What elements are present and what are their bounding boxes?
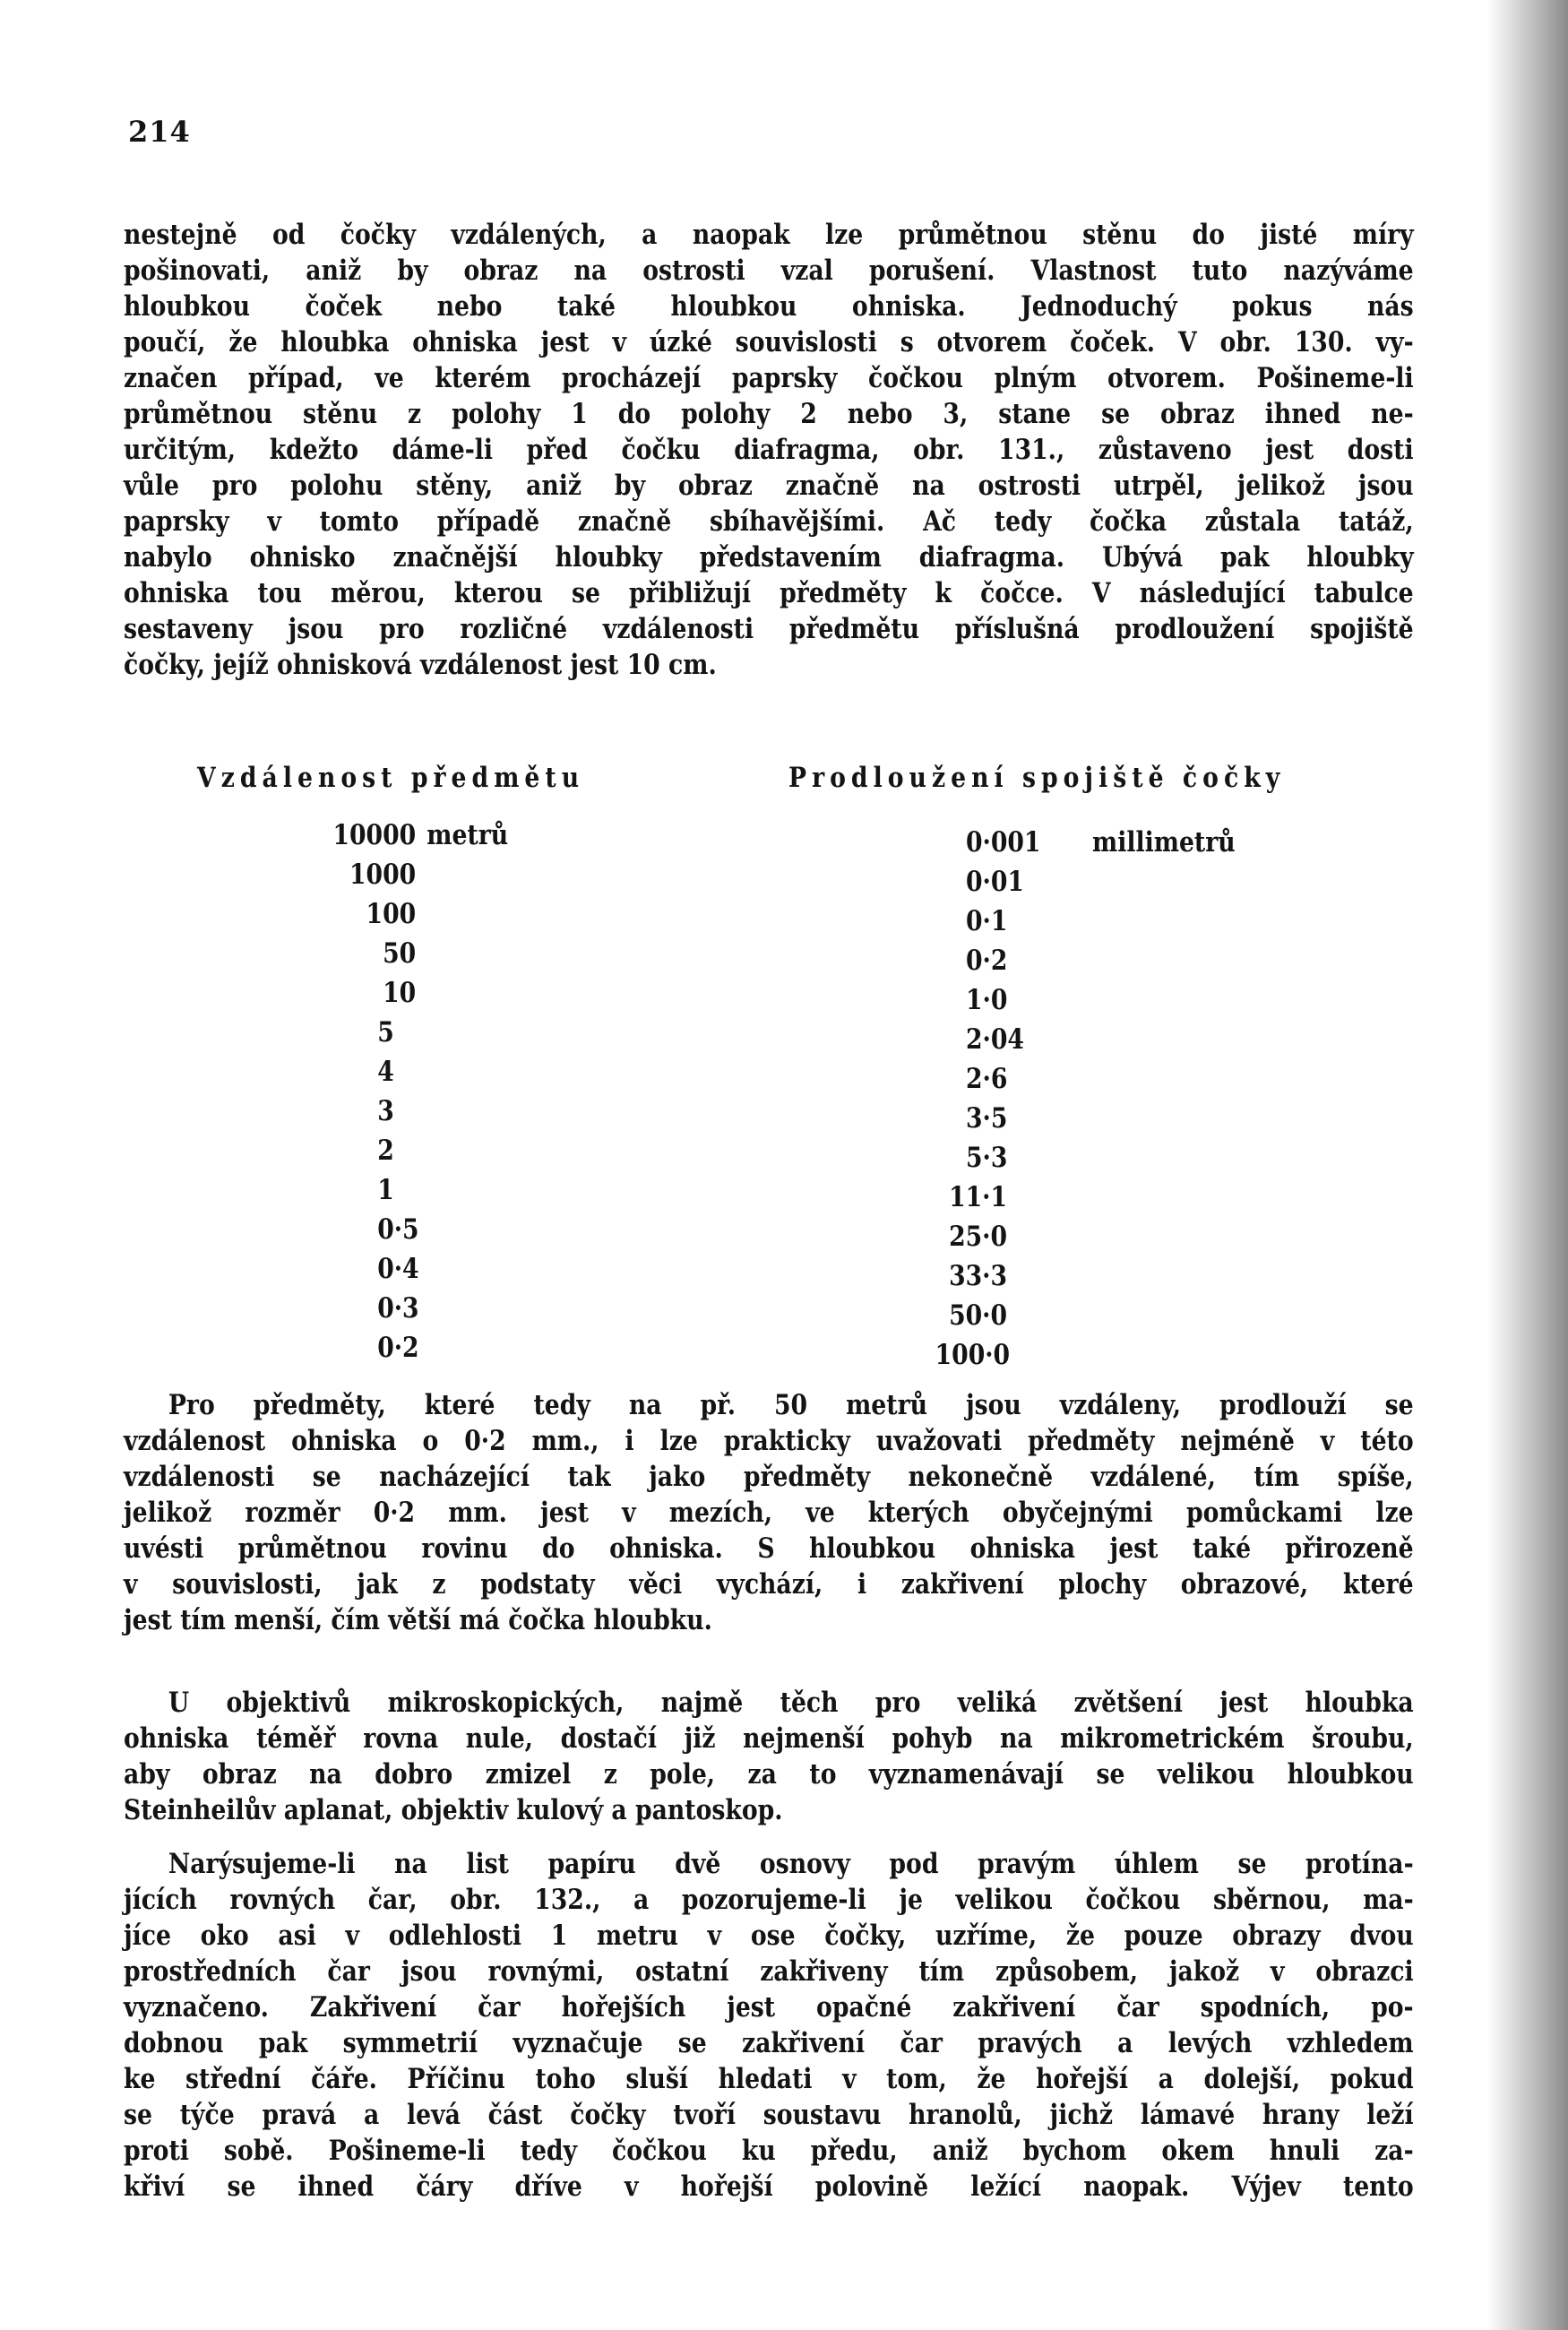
table-cell: 5 <box>377 1016 394 1048</box>
unit-label: metrů <box>426 819 509 851</box>
text-line: ohniska tou měrou, kterou se přibližují předměty k čočce. V následující tabulce <box>124 577 1414 609</box>
table-cell: 11·1 <box>949 1181 1008 1213</box>
table-header-distance: Vzdálenost předmětu <box>197 762 585 794</box>
table-cell: 10 <box>383 977 417 1009</box>
paragraph-grid-experiment <box>124 1846 1414 2205</box>
unit-label: millimetrů <box>1092 826 1236 859</box>
table-cell: 50·0 <box>949 1299 1008 1332</box>
table-cell: 0·3 <box>377 1292 419 1325</box>
table-cell: 1000 <box>349 859 417 891</box>
table-cell: 0·2 <box>377 1332 419 1364</box>
paragraph-microscope-objectives <box>124 1685 1414 1828</box>
table-cell: 1·0 <box>966 984 1008 1016</box>
table-cell: 2 <box>377 1135 394 1167</box>
text-line: vůle pro polohu stěny, aniž by obraz značně na ostrosti utrpěl, jelikož jsou <box>124 470 1414 502</box>
text-line: U objektivů mikroskopických, najmě těch pro veliká zvětšení jest hloubka <box>168 1687 1414 1719</box>
table-cell: 0·4 <box>377 1253 419 1285</box>
book-binding-shadow <box>1487 0 1568 2330</box>
table-cell: 10000 metrů <box>332 819 509 851</box>
text-line: Narýsujeme-li na list papíru dvě osnovy pod pravým úhlem se protína- <box>168 1848 1414 1880</box>
text-line: ohniska téměř rovna nule, dostačí již nejmenší pohyb na mikrometrickém šroubu, <box>124 1722 1414 1755</box>
text-line: poučí, že hloubka ohniska jest v úzké souvislosti s otvorem čoček. V obr. 130. vy- <box>124 326 1414 358</box>
text-line: vzdálenost ohniska o 0·2 mm., i lze prakticky uvažovati předměty nejméně v této <box>124 1425 1414 1457</box>
text-line: pošinovati, aniž by obraz na ostrosti vzal porušení. Vlastnost tuto nazýváme <box>124 255 1414 287</box>
table-column-extension <box>935 823 1236 1375</box>
text-line: Steinheilův aplanat, objektiv kulový a pantoskop. <box>124 1794 783 1826</box>
table-cell: 0·5 <box>377 1213 419 1246</box>
text-line: vyznačeno. Zakřivení čar hořejších jest opačné zakřivení čar spodních, po- <box>124 1991 1414 2024</box>
text-line: paprsky v tomto případě značně sbíhavějšími. Ač tedy čočka zůstala tatáž, <box>124 505 1414 538</box>
text-line: čočky, jejíž ohnisková vzdálenost jest 10 cm. <box>124 649 717 681</box>
text-line: jelikož rozměr 0·2 mm. jest v mezích, ve kterých obyčejnými pomůckami lze <box>124 1497 1414 1529</box>
text-line: proti sobě. Pošineme-li tedy čočkou ku předu, aniž bychom okem hnuli za- <box>124 2135 1414 2167</box>
text-line: jest tím menší, čím větší má čočka hloubku. <box>124 1604 712 1636</box>
table-cell: 1 <box>377 1174 394 1206</box>
page-number: 214 <box>128 115 191 149</box>
table-cell: 100·0 <box>935 1339 1011 1371</box>
table-column-distance <box>285 816 508 1368</box>
text-line: jíce oko asi v odlehlosti 1 metru v ose čočky, uzříme, že pouze obrazy dvou <box>124 1920 1414 1952</box>
paragraph-depth-of-focus <box>124 217 1414 683</box>
table-cell: 2·04 <box>966 1023 1024 1056</box>
table-cell: 5·3 <box>966 1142 1008 1174</box>
text-line: jících rovných čar, obr. 132., a pozorujeme-li je velikou čočkou sběrnou, ma- <box>124 1884 1414 1916</box>
text-line: průmětnou stěnu z polohy 1 do polohy 2 nebo 3, stane se obraz ihned ne- <box>124 398 1414 430</box>
text-line: hloubkou čoček nebo také hloubkou ohniska. Jednoduchý pokus nás <box>124 290 1414 323</box>
table-cell: 25·0 <box>949 1221 1008 1253</box>
table-cell: 4 <box>377 1056 394 1088</box>
table-cell: 2·6 <box>966 1063 1008 1095</box>
table-cell: 100 <box>366 898 417 930</box>
table-cell: 3·5 <box>966 1102 1008 1135</box>
text-line: určitým, kdežto dáme-li před čočku diafragma, obr. 131., zůstaveno jest dosti <box>124 434 1414 466</box>
text-line: se týče pravá a levá část čočky tvoří soustavu hranolů, jichž lámavé hrany leží <box>124 2099 1414 2131</box>
table-cell: 3 <box>377 1095 394 1127</box>
text-line: sestaveny jsou pro rozličné vzdálenosti předmětu příslušná prodloužení spojiště <box>124 613 1414 645</box>
text-line: ke střední čáře. Příčinu toho sluší hledati v tom, že hořejší a dolejší, pokud <box>124 2063 1414 2095</box>
text-line: uvésti průmětnou rovinu do ohniska. S hloubkou ohniska jest také přirozeně <box>124 1532 1414 1565</box>
table-header-extension: Prodloužení spojiště čočky <box>788 762 1286 794</box>
text-line: nabylo ohnisko značnější hloubky představením diafragma. Ubývá pak hloubky <box>124 541 1414 574</box>
text-line: prostředních čar jsou rovnými, ostatní zakřiveny tím způsobem, jakož v obrazci <box>124 1955 1414 1988</box>
table-cell: 0·01 <box>966 866 1024 898</box>
paragraph-objects-distance <box>124 1387 1414 1638</box>
text-line: Pro předměty, které tedy na př. 50 metrů jsou vzdáleny, prodlouží se <box>168 1389 1414 1421</box>
text-line: v souvislosti, jak z podstaty věci vychází, i zakřivení plochy obrazové, které <box>124 1568 1414 1601</box>
table-cell: 33·3 <box>949 1260 1008 1292</box>
text-line: dobnou pak symmetrií vyznačuje se zakřivení čar pravých a levých vzhledem <box>124 2027 1414 2059</box>
text-line: vzdálenosti se nacházející tak jako předměty nekonečně vzdálené, tím spíše, <box>124 1461 1414 1493</box>
text-line: nestejně od čočky vzdálených, a naopak lze průmětnou stěnu do jisté míry <box>124 219 1414 251</box>
text-line: aby obraz na dobro zmizel z pole, za to vyznamenávají se velikou hloubkou <box>124 1758 1414 1791</box>
table-cell: 0·1 <box>966 905 1008 937</box>
table-cell: 0·2 <box>966 945 1008 977</box>
text-line: křiví se ihned čáry dříve v hořejší polovině ležící naopak. Výjev tento <box>124 2170 1414 2203</box>
table-cell: 0·001 millimetrů <box>966 826 1236 859</box>
text-line: značen případ, ve kterém procházejí paprsky čočkou plným otvorem. Pošineme-li <box>124 362 1414 394</box>
table-cell: 50 <box>383 937 417 970</box>
